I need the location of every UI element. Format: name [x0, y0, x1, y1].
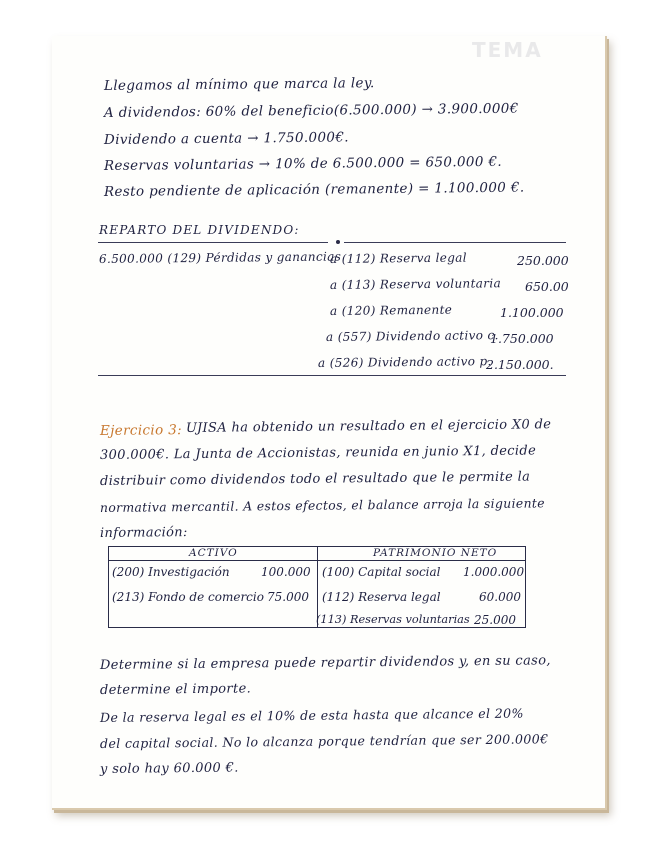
journal-amount-3: 1.100.000	[500, 305, 564, 320]
pn-item-3-label: (113) Reservas voluntarias	[316, 613, 470, 626]
journal-amount-1: 250.000	[517, 253, 569, 268]
exercise-line-5: información:	[99, 525, 188, 541]
answer-line-2: determine el importe.	[99, 681, 252, 698]
note-line-2: A dividendos: 60% del beneficio(6.500.000) → 3.900.000€	[103, 100, 519, 121]
journal-credit-5: a (526) Dividendo activo p.	[317, 354, 492, 370]
journal-credit-4: a (557) Dividendo activo c.	[325, 328, 499, 344]
exercise-line-4: normativa mercantil. A estos efectos, el balance arroja la siguiente	[99, 495, 545, 515]
journal-top-rule-right	[344, 242, 566, 243]
pn-item-2-label: (112) Reserva legal	[322, 590, 441, 604]
note-line-4: Reservas voluntarias → 10% de 6.500.000 = 650.000 €.	[103, 153, 503, 174]
answer-line-4: del capital social. No lo alcanza porque tendrían que ser 200.000€	[99, 731, 549, 751]
journal-amount-2: 650.00	[525, 279, 569, 294]
journal-amount-4: 1.750.000	[490, 331, 554, 346]
journal-credit-1: a (112) Reserva legal	[329, 250, 467, 266]
bleed-through-ink: TEMA	[472, 38, 543, 62]
activo-item-2-amount: 75.000	[267, 590, 309, 604]
journal-debit-entry: 6.500.000 (129) Pérdidas y ganancias	[98, 249, 342, 266]
activo-header: ACTIVO	[189, 547, 238, 559]
pn-item-1-amount: 1.000.000	[463, 565, 525, 579]
pn-item-1-label: (100) Capital social	[322, 565, 441, 579]
note-line-3: Dividendo a cuenta → 1.750.000€.	[103, 129, 349, 148]
journal-credit-2: a (113) Reserva voluntaria	[329, 276, 502, 292]
pn-item-3-amount: 25.000	[474, 613, 516, 627]
exercise-line-3: distribuir como dividendos todo el resultado que le permite la	[99, 469, 531, 489]
pn-item-2-amount: 60.000	[479, 590, 521, 604]
answer-line-1: Determine si la empresa puede repartir dividendos y, en su caso,	[99, 653, 551, 673]
note-line-1: Llegamos al mínimo que marca la ley.	[103, 75, 375, 94]
pn-header: PATRIMONIO NETO	[373, 547, 498, 559]
note-line-5: Resto pendiente de aplicación (remanente) = 1.100.000 €.	[103, 179, 525, 200]
activo-item-1-amount: 100.000	[261, 565, 311, 579]
balance-header-rule	[109, 560, 525, 561]
journal-credit-3: a (120) Remanente	[329, 302, 453, 318]
exercise-label: Ejercicio 3:	[99, 422, 183, 439]
reparto-title: REPARTO DEL DIVIDENDO:	[99, 223, 300, 237]
activo-item-1-label: (200) Investigación	[112, 565, 230, 579]
activo-item-2-label: (213) Fondo de comercio	[112, 590, 264, 604]
balance-table	[108, 546, 526, 628]
journal-bottom-rule	[98, 375, 566, 376]
exercise-line-1: UJISA ha obtenido un resultado en el ejercicio X0 de	[185, 417, 552, 436]
answer-line-5: y solo hay 60.000 €.	[99, 760, 239, 777]
journal-rule-dot	[336, 240, 340, 244]
journal-amount-5: 2.150.000.	[486, 357, 554, 372]
journal-top-rule-left	[98, 242, 328, 243]
exercise-line-2: 300.000€. La Junta de Accionistas, reunida en junio X1, decide	[99, 443, 537, 463]
answer-line-3: De la reserva legal es el 10% de esta hasta que alcance el 20%	[99, 705, 524, 725]
